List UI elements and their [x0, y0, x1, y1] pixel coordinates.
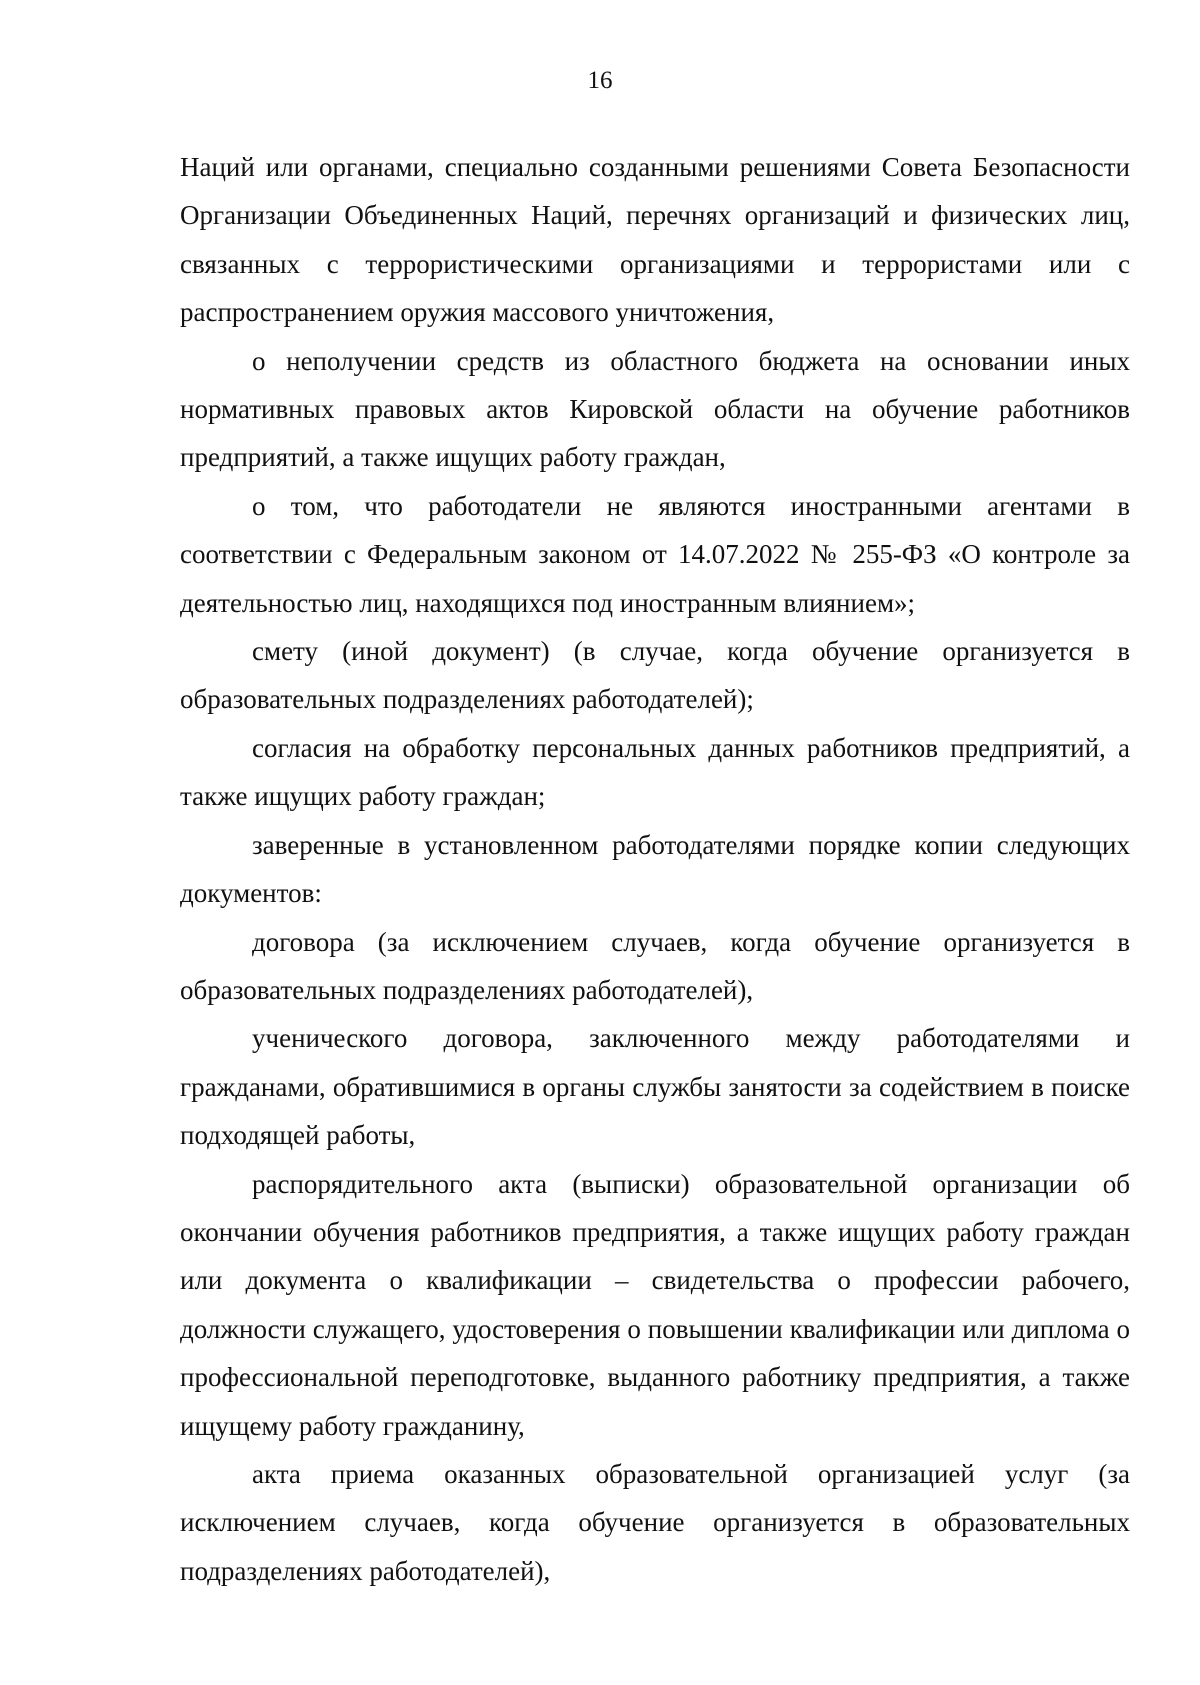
document-body: [180, 143, 1130, 1595]
paragraph-not-foreign-agents: о том, что работодатели не являются иностранными агентами в соответствии с Федеральным законом от 14.07.2022 № 255-ФЗ «О контроле за деятельностью лиц, находящихся под иностранным влиянием»;: [180, 490, 1130, 618]
paragraph-apprenticeship-contract: ученического договора, заключенного между работодателями и гражданами, обратившимися в органы службы занятости за содействием в поиске подходящей работы,: [180, 1023, 1130, 1151]
paragraph-completion-act: распорядительного акта (выписки) образовательной организации об окончании обучения работников предприятия, а также ищущих работу граждан или документа о квалификации – свидетельства о профессии рабочего, должности служащего, удостоверения о повышении квалификации или диплома о профессиональной переподготовке, выданного работнику предприятия, а также ищущему работу гражданину,: [180, 1168, 1130, 1441]
paragraph-certified-copies: заверенные в установленном работодателями порядке копии следующих документов:: [180, 829, 1130, 909]
paragraph-contract: договора (за исключением случаев, когда обучение организуется в образовательных подразделениях работодателей),: [180, 926, 1130, 1005]
paragraph-acceptance-act: акта приема оказанных образовательной организацией услуг (за исключением случаев, когда обучение организуется в образовательных подразделениях работодателей),: [180, 1458, 1130, 1586]
paragraph-no-budget-funds: о неполучении средств из областного бюджета на основании иных нормативных правовых актов Кировской области на обучение работников предприятий, а также ищущих работу граждан,: [180, 345, 1130, 473]
paragraph-cost-estimate: смету (иной документ) (в случае, когда обучение организуется в образовательных подразделениях работодателей);: [180, 636, 1130, 715]
paragraph-sanctions-lists: Наций или органами, специально созданными решениями Совета Безопасности Организации Объединенных Наций, перечнях организаций и физических лиц, связанных с террористическими организациями и террористами или с распространением оружия массового уничтожения,: [180, 152, 1130, 328]
page-number: 16: [587, 67, 613, 94]
paragraph-personal-data-consent: согласия на обработку персональных данных работников предприятий, а также ищущих работу граждан;: [180, 732, 1130, 812]
